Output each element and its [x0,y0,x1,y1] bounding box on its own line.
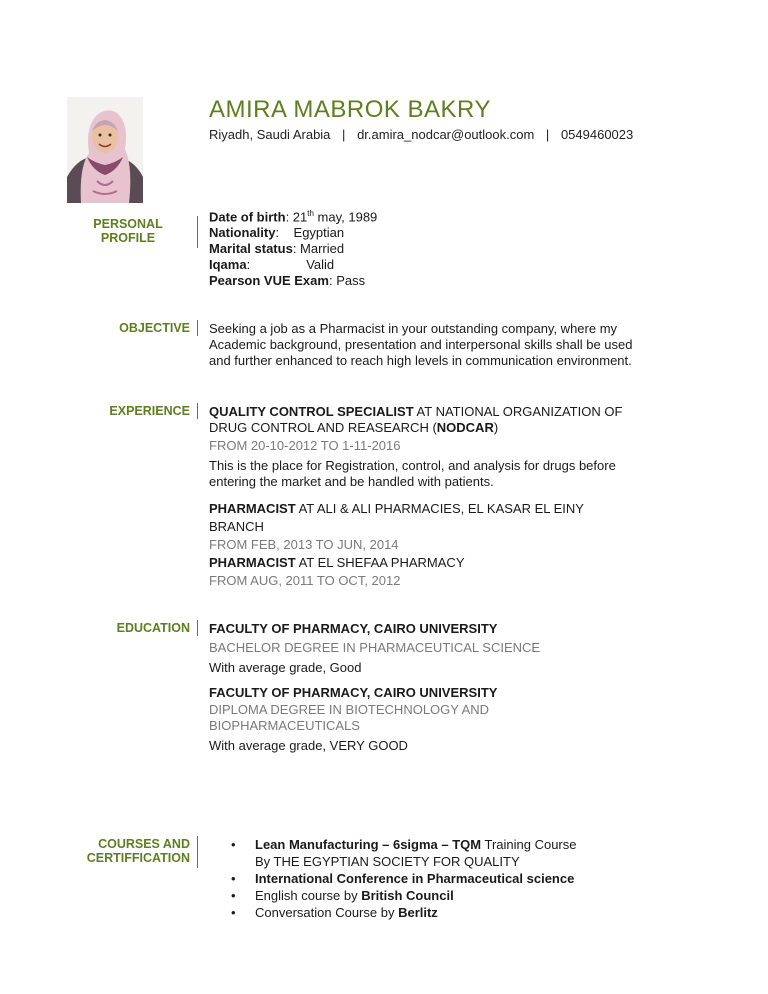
iqama-label: Iqama [209,257,247,273]
marital-label: Marital status [209,241,293,257]
course-provider: British Council [361,888,454,903]
dob-value-rest: may, 1989 [313,209,378,225]
edu1-degree: BACHELOR DEGREE IN PHARMACEUTICAL SCIENCE [209,640,541,655]
job1-description: This is the place for Registration, control, and analysis for drugs before [209,458,616,473]
applicant-name: AMIRA MABROK BAKRY [209,96,491,123]
section-divider [197,320,198,336]
section-label-courses [60,837,190,865]
nationality-label: Nationality [209,225,276,241]
education-list [209,620,540,754]
profile-photo-image [67,97,143,203]
section-label-objective: OBJECTIVE [119,321,190,335]
objective-line: Academic background, presentation and interpersonal skills shall be used [209,337,633,352]
course-name: English course by [255,888,362,903]
edu2-degree: DIPLOMA DEGREE IN BIOTECHNOLOGY AND [209,702,490,717]
edu2-grade: With average grade, VERY GOOD [209,738,408,753]
section-label-line: PERSONAL [93,217,163,231]
section-divider [197,403,198,419]
bullet: • [231,888,236,903]
bullet: • [231,871,236,886]
section-label-education: EDUCATION [116,621,190,635]
bullet: • [231,837,236,852]
contact-line [209,127,633,142]
job2-employer-cont: BRANCH [209,519,264,534]
section-label-line: PROFILE [100,231,156,245]
section-label-line: COURSES AND [98,837,190,851]
job1-employer-abbr: NODCAR [436,420,494,435]
course-item [231,870,577,887]
job1-employer-cont: DRUG CONTROL AND REASEARCH ( [209,420,437,435]
edu2-degree: BIOPHARMACEUTICALS [209,718,360,733]
edu1-school-row [209,620,540,638]
marital-value: Married [300,241,345,257]
course-subline [231,853,577,870]
phone-number: 0549460023 [560,127,634,142]
course-item [231,904,577,921]
job3-title-row [209,554,622,572]
job3-title: PHARMACIST [209,555,296,570]
course-type: Training Course [481,837,577,852]
edu1-school: FACULTY OF PHARMACY [209,621,367,636]
job1-employer-row [209,420,622,436]
dob-label: Date of birth [209,209,286,225]
pearson-row: Pearson VUE Exam: Pass [209,273,366,289]
objective-line: and further enhanced to reach high levels in communication environment. [209,353,632,368]
experience-list [209,404,622,590]
objective-line: Seeking a job as a Pharmacist in your outstanding company, where my [209,321,618,336]
job1-title: QUALITY CONTROL SPECIALIST [209,404,414,419]
pearson-label: Pearson VUE Exam [209,273,329,289]
job1-title-row [209,404,622,420]
edu2-school: FACULTY OF PHARMACY, CAIRO UNIVERSITY [209,685,498,700]
job1-employer: AT NATIONAL ORGANIZATION OF [413,404,623,419]
course-name: Conversation Course by [255,905,399,920]
section-divider [197,836,198,868]
course-item [231,887,577,904]
dob-value: 21 [292,209,308,225]
job1-description: entering the market and be handled with patients. [209,474,494,489]
section-label-line: CERTIFFICATION [86,851,190,865]
bullet: • [231,905,236,920]
job1-dates: FROM 20-10-2012 TO 1-11-2016 [209,438,401,453]
dob-suffix: th [307,209,314,218]
course-name: Lean Manufacturing – 6sigma – TQM [255,837,482,852]
job2-dates: FROM FEB, 2013 TO JUN, 2014 [209,537,399,552]
job1-employer-close: ) [493,420,499,435]
nationality-row: Nationality: Egyptian [209,225,345,241]
section-label-experience: EXPERIENCE [109,404,190,418]
iqama-row: Iqama: Valid [209,257,335,273]
dob-row: Date of birth: 21th may, 1989 [209,209,378,225]
course-item [231,836,577,853]
job2-title-row [209,500,622,518]
job3-dates: FROM AUG, 2011 TO OCT, 2012 [209,573,401,588]
course-provider: Berlitz [398,905,438,920]
job3-employer: AT EL SHEFAA PHARMACY [295,555,465,570]
job2-title: PHARMACIST [209,501,296,516]
edu1-grade: With average grade, Good [209,660,362,675]
section-label-personal-profile [80,217,176,245]
job2-employer: AT ALI & ALI PHARMACIES, EL KASAR EL EINY [295,501,584,516]
separator: | [545,127,550,142]
section-divider [197,216,198,248]
course-provider: By THE EGYPTIAN SOCIETY FOR QUALITY [255,854,520,869]
separator: | [342,127,346,142]
location: Riyadh, Saudi Arabia [209,127,331,142]
edu1-university: , CAIRO UNIVERSITY [366,621,498,636]
iqama-value: Valid [306,257,335,273]
course-name: International Conference in Pharmaceutical science [255,871,575,886]
nationality-value: Egyptian [293,225,345,241]
personal-details [209,206,377,289]
courses-list [231,836,577,921]
email-link[interactable]: dr.amira_nodcar@outlook.com [357,127,535,142]
profile-photo [67,97,143,203]
pearson-value: Pass [336,273,366,289]
section-divider [197,620,198,636]
marital-row: Marital status: Married [209,241,345,257]
objective-text [209,321,632,369]
